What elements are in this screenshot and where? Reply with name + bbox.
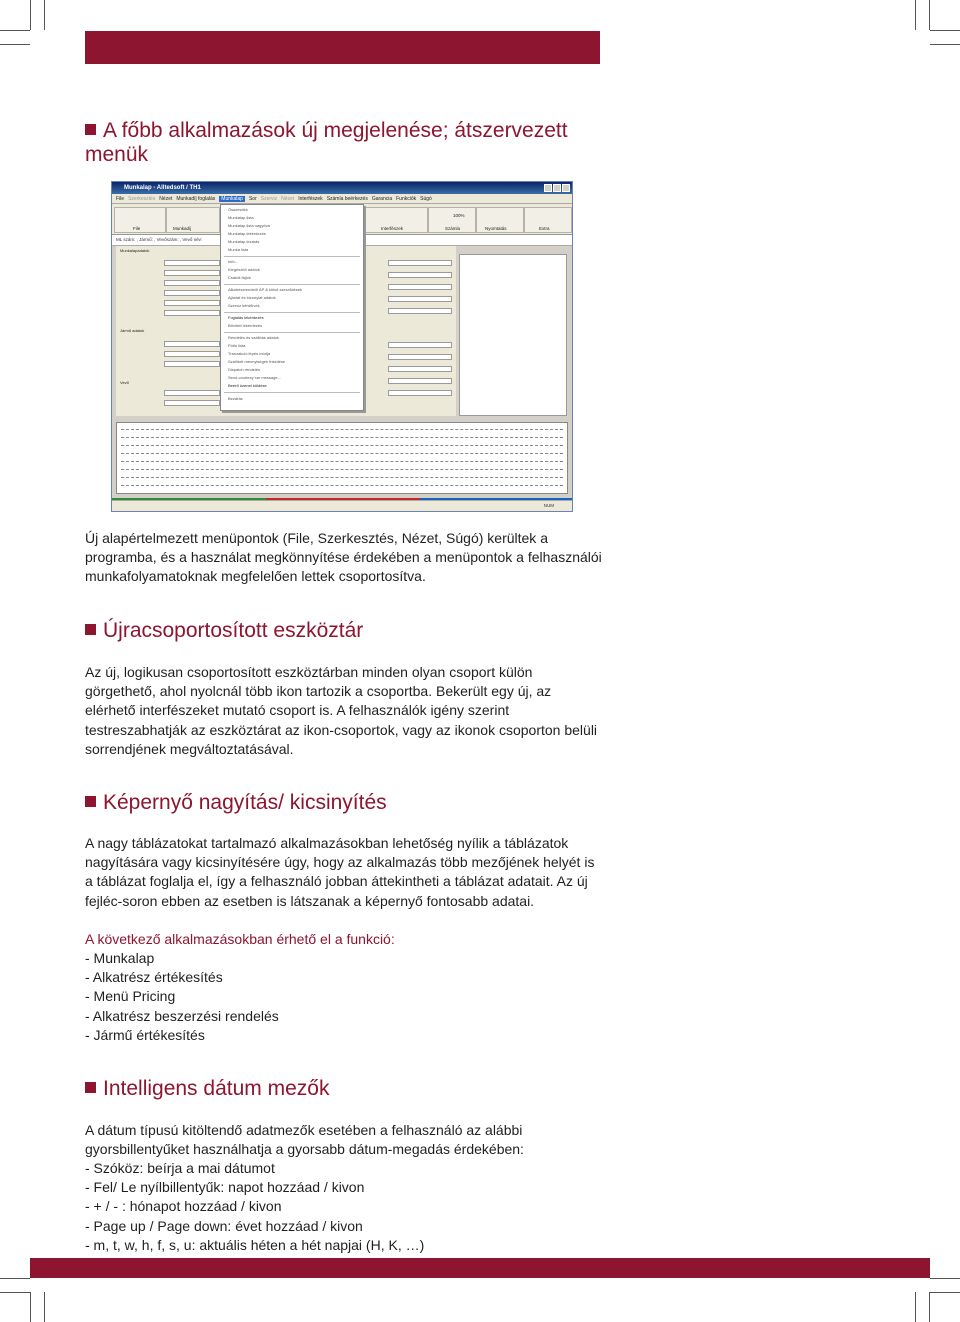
crop-mark (915, 0, 916, 30)
bullet-square-icon (85, 796, 96, 807)
menu-separator (224, 256, 360, 257)
minimize-icon (544, 184, 552, 192)
header-info-bar: ML szám: , Jármű: , Vevőszám: , Vevő név: (112, 235, 572, 246)
menu-separator (224, 392, 360, 393)
form-field (164, 290, 220, 296)
menu-item: Nézet (159, 195, 173, 202)
bullet-square-icon (85, 624, 96, 635)
form-pane: Munkalapadatok Jármű adatok Vevő (116, 246, 456, 416)
toolbar-group-nyomtatas: Nyomtatás (476, 207, 524, 233)
list-item: - Menü Pricing (85, 988, 176, 1005)
crop-mark (929, 0, 930, 30)
application-screenshot (111, 181, 573, 512)
grid-line (121, 437, 563, 438)
crop-mark (0, 30, 30, 31)
data-grid (116, 422, 568, 494)
section-paragraph: A nagy táblázatokat tartalmazó alkalmazásokban lehetőség nyílik a táblázatok nagyítására vagy kicsinyítésére úgy, hogy az alkalmazás több mezőjének helyét is a táblázat foglalja el, így a felhasználó jobban áttekintheti a táblázat adatait. Az új fejléc-soron ebben az esetben is látszanak a képernyő fontosabb adatai. (85, 835, 595, 909)
window-titlebar: Munkalap - Alltedsoft / TH1 (112, 182, 572, 194)
crop-mark (30, 0, 31, 30)
section-heading-toolbar: Újracsoportosított eszköztár (85, 619, 363, 643)
section-paragraph: A dátum típusú kitöltendő adatmezők esetében a felhasználó az alábbi gyorsbillentyűket használhatja a gyorsabb dátum-megadás érdekében: (85, 1122, 524, 1158)
section-paragraph: Új alapértelmezett menüpontok (File, Szerkesztés, Nézet, Súgó) kerültek a programba, és a használat megkönnyítése érdekében a menüpontok a felhasználói munkafolyamatoknak megfelelően lettek csoportosítva. (85, 530, 602, 585)
menu-bar (112, 194, 572, 204)
crop-mark (930, 30, 960, 31)
window-controls (544, 184, 570, 192)
crop-mark (930, 1278, 960, 1279)
form-field (388, 260, 452, 266)
list-item: - + / - : hónapot hozzáad / kivon (85, 1198, 282, 1215)
form-field (164, 351, 220, 357)
list-item: - Munkalap (85, 950, 155, 966)
crop-mark (0, 44, 30, 45)
form-field (164, 390, 220, 396)
form-field (388, 272, 452, 278)
form-field (164, 361, 220, 367)
menu-item: Munkadíj foglalás (176, 195, 216, 202)
menu-separator (224, 284, 360, 285)
crop-mark (0, 1278, 30, 1279)
toolbar-group-szamla: 100% Számla (428, 207, 476, 233)
grid-line (121, 469, 563, 470)
bullet-square-icon (85, 124, 96, 135)
form-field (164, 341, 220, 347)
menu-item: Szerkesztés (128, 195, 156, 202)
grid-line (121, 461, 563, 462)
crop-mark (0, 1292, 30, 1293)
footer-band (30, 1258, 930, 1278)
menu-item: Funkciók (396, 195, 417, 202)
toolbar-group-extra: Extra (524, 207, 572, 233)
form-field (388, 308, 452, 314)
menu-item: Szerviz (260, 195, 278, 202)
munkalap-dropdown-menu: Összesítés Munkalap lista Munkalap lista nagyítva Munkalap lekérdezés Munkalap lezárás Munka lista Infó... Kiegészítő adatok Csatolt fájlok Alkatrészrendelő ÁP & külső szerződések Ajánlat és bizonylat adatok Szerviz kérdőívek Foglalás lekérdezés Bővített lekérdezés Rendelés és szállítás adatok Pótló lista Tranzakció lépés módja Szállított mennyiségek frissítése Dispatch rendelés Send courtesy car message... Beérő üzenet küldése Bezárás (220, 204, 364, 411)
list-item: - m, t, w, h, f, s, u: aktuális héten a hét napjai (H, K, …) (85, 1236, 425, 1253)
status-bar: NUM (112, 500, 572, 511)
menu-item-active: Munkalap (221, 195, 243, 202)
form-field (388, 366, 452, 372)
menu-separator (224, 312, 360, 313)
maximize-icon (553, 184, 561, 192)
crop-mark (929, 1292, 930, 1322)
grid-line (121, 429, 563, 430)
grid-line (121, 485, 563, 486)
header-band (85, 31, 600, 64)
list-item: - Page up / Page down: évet hozzáad / kivon (85, 1217, 363, 1234)
menu-item: Garancia (371, 195, 393, 202)
crop-mark (915, 1292, 916, 1322)
menu-item: Interfészek (298, 195, 323, 202)
form-field (388, 390, 452, 396)
crop-mark (930, 1292, 960, 1293)
toolbar-group-file: File (114, 207, 166, 233)
section-heading-zoom: Képernyő nagyítás/ kicsinyítés (85, 791, 387, 815)
grid-line (121, 445, 563, 446)
menu-item: Nézet (281, 195, 295, 202)
crop-mark (44, 0, 45, 30)
section-heading-date-fields: Intelligens dátum mezők (85, 1077, 329, 1101)
toolbar-group-interfeszek: Interfészek (362, 207, 428, 233)
form-field (164, 280, 220, 286)
crop-mark (30, 1292, 31, 1322)
form-field (164, 300, 220, 306)
list-item: - Jármű értékesítés (85, 1026, 205, 1043)
list-item: - Alkatrész beszerzési rendelés (85, 1007, 279, 1024)
list-item: - Szóköz: beírja a mai dátumot (85, 1160, 275, 1176)
crop-mark (44, 1292, 45, 1322)
section-heading-new-look: A főbb alkalmazások új megjelenése; átszervezett menük (85, 119, 568, 166)
close-icon (562, 184, 570, 192)
bullet-square-icon (85, 1082, 96, 1093)
grid-line (121, 453, 563, 454)
section-paragraph: Az új, logikusan csoportosított eszköztárban minden olyan csoport külön görgethető, ahol nyolcnál több ikon tartozik a csoportba. Bekerült egy új, az elérhető interfészeket mutató csoport is. A felhasználók igény szerint testreszabhatják az eszköztárat az ikon-csoportok, vagy az ikonok csoporton belüli sorrendjének megváltoztatásával. (85, 664, 598, 757)
crop-mark (930, 44, 960, 45)
menu-separator (224, 332, 360, 333)
menu-item: Súgó (420, 195, 432, 202)
menu-item: Számla beérkezés (326, 195, 368, 202)
form-field (164, 260, 220, 266)
form-field (388, 354, 452, 360)
form-field (164, 400, 220, 406)
form-field (164, 270, 220, 276)
menu-item: Sor (248, 195, 257, 202)
menu-item: File (116, 195, 125, 202)
form-field (388, 296, 452, 302)
form-field (388, 284, 452, 290)
list-item: - Fel/ Le nyílbillentyűk: napot hozzáad / kivon (85, 1179, 365, 1196)
list-intro: A következő alkalmazásokban érhető el a funkció: (85, 931, 395, 947)
form-field (388, 378, 452, 384)
list-item: - Alkatrész értékesítés (85, 969, 223, 986)
preview-pane (459, 254, 567, 416)
form-field (388, 342, 452, 348)
grid-line (121, 477, 563, 478)
shortcut-list (85, 1159, 424, 1255)
toolbar-group-munkadij: Munkadíj (166, 207, 220, 233)
form-field (164, 310, 220, 316)
applications-list (85, 949, 279, 1045)
